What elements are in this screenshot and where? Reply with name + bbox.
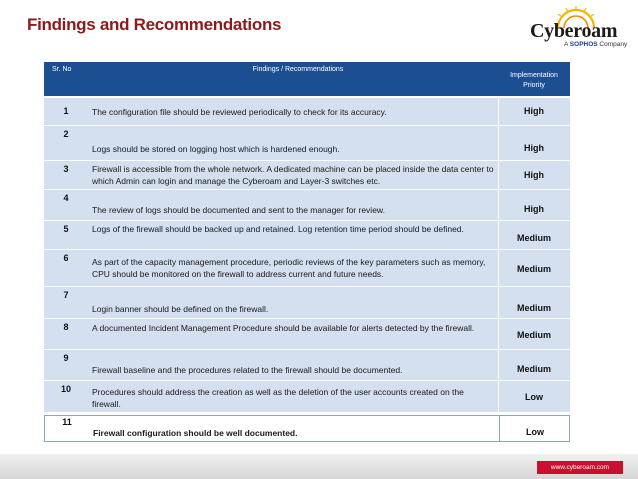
row-number: 3 (63, 164, 69, 174)
priority-value: High (524, 170, 544, 180)
row-number: 5 (63, 224, 69, 234)
row-number: 8 (63, 322, 69, 332)
column-divider (498, 287, 499, 318)
finding-text: Firewall baseline and the procedures related to the firewall should be documented. (92, 365, 403, 375)
table-row (44, 250, 570, 287)
finding-text: Procedures should address the creation as well as the deletion of the user accounts created on the firewall. (92, 387, 464, 409)
column-divider (498, 98, 499, 125)
row-number: 10 (60, 384, 71, 394)
table-row (44, 319, 570, 350)
table-row (44, 415, 570, 442)
priority-value: Medium (516, 264, 551, 274)
priority-value: Low (526, 427, 544, 437)
row-number: 2 (63, 129, 69, 139)
priority-value: Low (525, 392, 543, 402)
finding-text: Firewall configuration should be well documented. (93, 428, 298, 438)
finding-text: As part of the capacity management procedure, periodic reviews of the key parameters such as memory, CPU should be monitored on the firewall to address current and future needs. (92, 257, 486, 279)
row-number: 9 (63, 353, 69, 363)
header-priority: Implementation Priority (510, 72, 558, 89)
finding-text: Logs should be stored on logging host which is hardened enough. (92, 144, 340, 154)
priority-value: Medium (516, 233, 551, 243)
table-row (44, 287, 570, 319)
column-divider (498, 350, 499, 380)
row-number: 1 (63, 106, 69, 116)
row-number: 4 (63, 193, 69, 203)
table-row (44, 350, 570, 381)
priority-value: High (524, 106, 544, 116)
finding-text: Firewall is accessible from the whole network. A dedicated machine can be placed inside the data center to which Admin can login and manage the Cyberoam and Layer-3 switches etc. (92, 164, 494, 186)
logo-tagline: A SOPHOS Company (564, 41, 628, 48)
finding-text: Logs of the firewall should be backed up and retained. Log retention time period should be defined. (92, 224, 464, 234)
cyberoam-logo (520, 4, 632, 50)
header-findings: Findings / Recommendations (252, 66, 344, 73)
priority-value: Medium (516, 364, 551, 374)
row-number: 11 (62, 417, 72, 427)
priority-value: High (524, 143, 544, 153)
column-divider (498, 126, 499, 160)
table-row (44, 381, 570, 413)
priority-value: Medium (516, 303, 551, 313)
table-row (44, 126, 570, 161)
column-divider (498, 381, 499, 412)
logo-wordmark: Cyberoam (530, 20, 618, 42)
column-divider (498, 319, 499, 349)
table-row (44, 221, 570, 250)
column-divider (498, 250, 499, 286)
header-sr-no: Sr. No (52, 66, 72, 73)
table-header (44, 62, 570, 96)
finding-text: A documented Incident Management Procedure should be available for alerts detected by the firewall. (92, 323, 475, 333)
table-row (44, 190, 570, 221)
column-divider (498, 221, 499, 249)
priority-value: High (524, 204, 544, 214)
finding-text: The review of logs should be documented and sent to the manager for review. (92, 205, 385, 215)
table-row (44, 161, 570, 190)
page-title: Findings and Recommendations (27, 15, 282, 34)
priority-value: Medium (516, 330, 551, 340)
finding-text: The configuration file should be reviewed periodically to check for its accuracy. (92, 107, 387, 117)
column-divider (498, 161, 499, 189)
row-number: 6 (63, 253, 69, 263)
footer-url: www.cyberoam.com (537, 461, 623, 474)
row-number: 7 (63, 290, 69, 300)
column-divider (498, 190, 499, 220)
table-row (44, 98, 570, 126)
finding-text: Login banner should be defined on the firewall. (92, 304, 269, 314)
column-divider (499, 416, 500, 441)
